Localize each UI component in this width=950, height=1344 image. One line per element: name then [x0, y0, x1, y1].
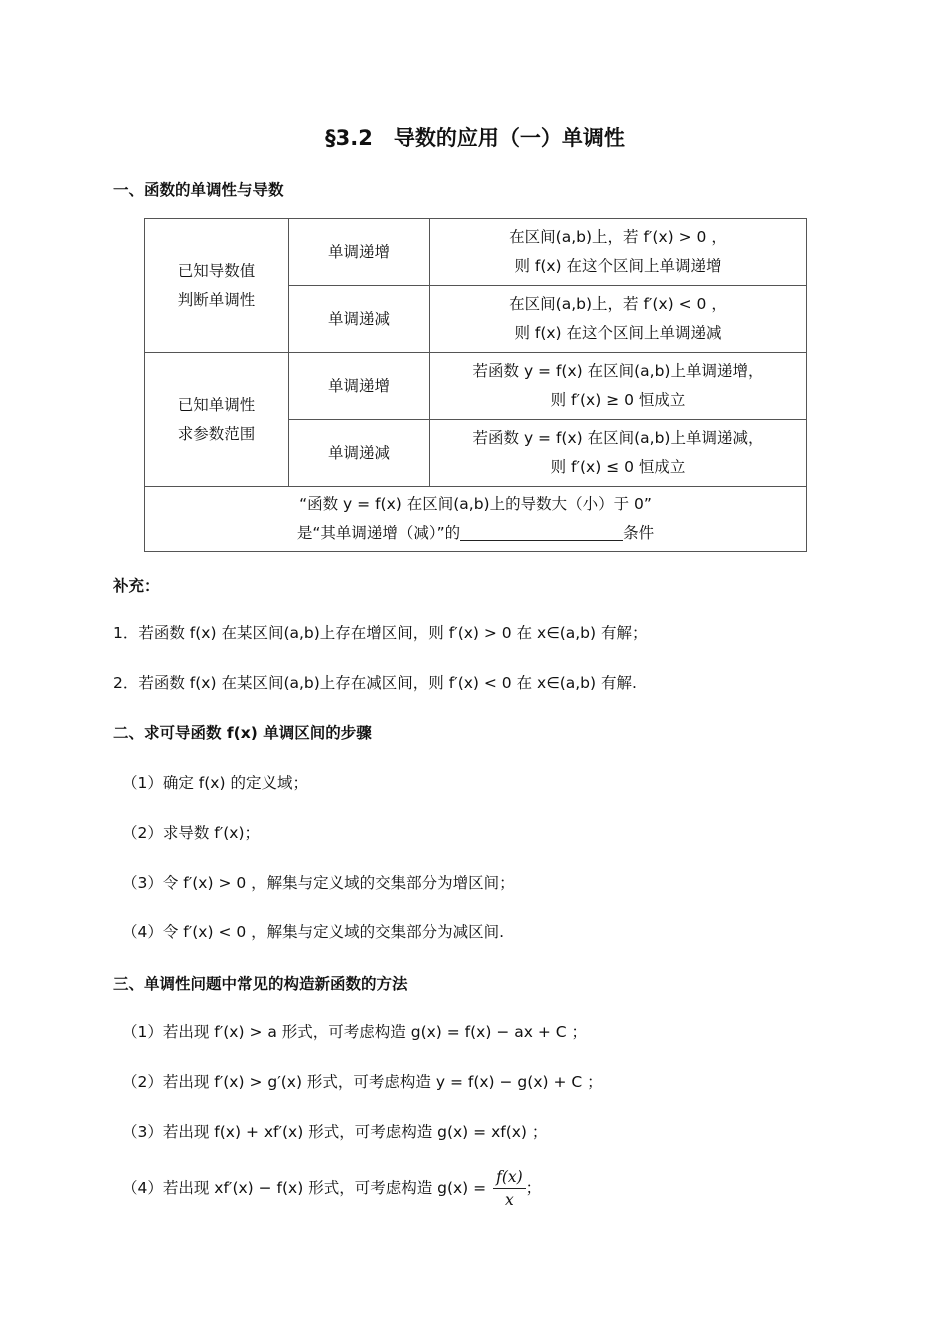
- fraction: $\frac{f(x)}{x}$: [493, 1168, 526, 1209]
- step-4: （4）令 f′(x) < 0 ，解集与定义域的交集部分为减区间.: [122, 923, 505, 941]
- construction-item-1: （1）若出现 f′(x) > a 形式，可考虑构造 g(x) = f(x) − ax + C ；: [122, 1023, 588, 1041]
- cell-decreasing: 单调递减: [289, 420, 430, 487]
- table-footer: “函数 y = f(x) 在区间(a,b)上的导数大（小）于 0” 是“其单调递增（减）”的 条件: [145, 487, 807, 552]
- step-1: （1）确定 f(x) 的定义域；: [122, 774, 308, 792]
- fill-in-blank: [460, 524, 623, 541]
- construction-item-2: （2）若出现 f′(x) > g′(x) 形式，可考虑构造 y = f(x) − g(x) + C ；: [122, 1073, 603, 1091]
- cell-increasing: 单调递增: [289, 353, 430, 420]
- table-row: [145, 219, 807, 286]
- table-row: [145, 487, 807, 552]
- step-2: （2）求导数 f′(x)；: [122, 824, 261, 842]
- cell-g1-increasing: 在区间(a,b)上，若 f′(x) > 0 ， 则 f(x) 在这个区间上单调递增: [430, 219, 807, 286]
- cell-g1-decreasing: 在区间(a,b)上，若 f′(x) < 0 ， 则 f(x) 在这个区间上单调递减: [430, 286, 807, 353]
- section3-heading: 三、单调性问题中常见的构造新函数的方法: [113, 975, 408, 993]
- section2-heading: 二、求可导函数 f(x) 单调区间的步骤: [113, 724, 372, 742]
- step-3: （3）令 f′(x) > 0 ，解集与定义域的交集部分为增区间；: [122, 874, 515, 892]
- supplement-item-1: 1．若函数 f(x) 在某区间(a,b)上存在增区间，则 f′(x) > 0 在 x∈(a,b) 有解；: [113, 624, 648, 642]
- cell-decreasing: 单调递减: [289, 286, 430, 353]
- supplement-heading: 补充：: [113, 577, 160, 595]
- cell-g2-decreasing: 若函数 y = f(x) 在区间(a,b)上单调递减， 则 f′(x) ≤ 0 恒成立: [430, 420, 807, 487]
- cell-g2-increasing: 若函数 y = f(x) 在区间(a,b)上单调递增， 则 f′(x) ≥ 0 恒成立: [430, 353, 807, 420]
- monotonicity-table: [144, 218, 807, 552]
- construction-item-4: （4）若出现 xf′(x) − f(x) 形式，可考虑构造 g(x) = $\frac{f(x)}{x}$ ；: [122, 1168, 542, 1209]
- page-title: §3.2 导数的应用（一）单调性: [325, 126, 625, 150]
- supplement-item-2: 2．若函数 f(x) 在某区间(a,b)上存在减区间，则 f′(x) < 0 在 x∈(a,b) 有解.: [113, 674, 637, 692]
- table-row: [145, 353, 807, 420]
- group1-label: 已知导数值 判断单调性: [145, 219, 289, 353]
- group2-label: 已知单调性 求参数范围: [145, 353, 289, 487]
- section1-heading: 一、函数的单调性与导数: [113, 181, 284, 199]
- cell-increasing: 单调递增: [289, 219, 430, 286]
- construction-item-3: （3）若出现 f(x) + xf′(x) 形式，可考虑构造 g(x) = xf(x) ；: [122, 1123, 548, 1141]
